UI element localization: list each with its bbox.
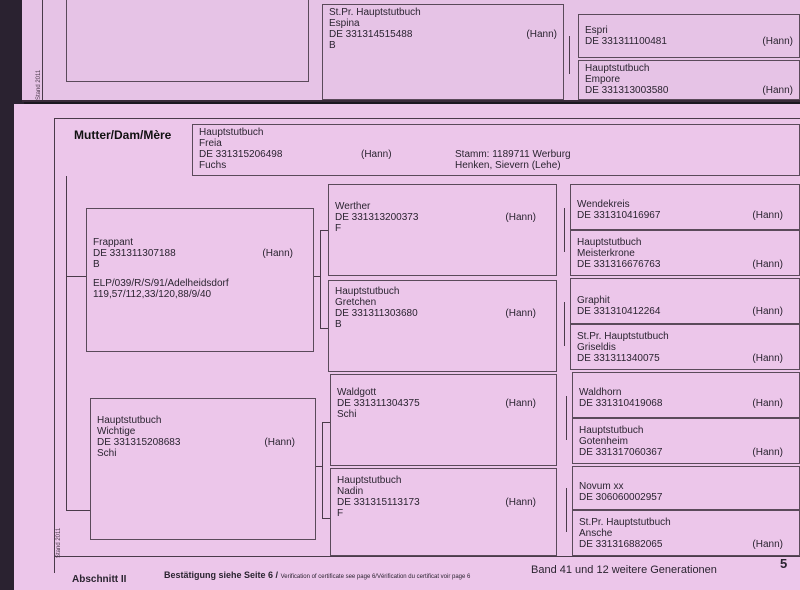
mutter-line3 xyxy=(199,149,793,160)
mutter-breed: (Hann) xyxy=(361,149,392,160)
gen3-box-6 xyxy=(572,418,800,464)
gen2-1-id: DE 331313200373 xyxy=(335,212,419,223)
gen1-dam-name: Wichtige xyxy=(97,426,136,437)
gen3-8-idline xyxy=(579,539,793,550)
gen3-3-idline xyxy=(577,306,793,317)
gen2-4-breed: (Hann) xyxy=(505,497,536,508)
upper-mid-line1: St.Pr. Hauptstutbuch xyxy=(329,7,421,18)
gen3-4-breed: (Hann) xyxy=(752,353,783,364)
gen3-8-breed: (Hann) xyxy=(752,539,783,550)
mutter-breeder: Henken, Sievern (Lehe) xyxy=(455,160,561,171)
gen3-6-id: DE 331317060367 xyxy=(579,447,663,458)
mutter-stamm: Stamm: 1189711 Werburg xyxy=(455,149,571,160)
gen2-3-color: Schi xyxy=(337,409,357,420)
gen3-box-7 xyxy=(572,466,800,510)
gen1-link-b xyxy=(66,510,90,511)
gen2-1-name: Werther xyxy=(335,201,371,212)
gen3-5-id: DE 331310419068 xyxy=(579,398,663,409)
gen3-2-id: DE 331316676763 xyxy=(577,259,661,270)
upper-connector xyxy=(569,36,570,74)
gen1-dam-color: Schi xyxy=(97,448,117,459)
gen2-box-2 xyxy=(328,280,557,372)
gen3-1-breed: (Hann) xyxy=(752,210,783,221)
gen1-sire-scores: 119,57/112,33/120,88/9/40 xyxy=(93,289,212,300)
gen2-4-line1: Hauptstutbuch xyxy=(337,475,402,486)
gen1-box-dam xyxy=(90,398,316,540)
gen2-stub-b xyxy=(316,466,322,467)
gen3-box-1 xyxy=(570,184,800,230)
upper-r1-box xyxy=(578,14,800,58)
gen3-8-id: DE 331316882065 xyxy=(579,539,663,550)
upper-r1-line2 xyxy=(585,36,793,47)
gen2-2-id: DE 331311303680 xyxy=(335,308,418,319)
gen2-4-idline xyxy=(337,497,550,508)
gen3-4-name: Griseldis xyxy=(577,342,616,353)
gen2-1-idline xyxy=(335,212,550,223)
mutter-line2: Freia xyxy=(199,138,222,149)
gen3-6-breed: (Hann) xyxy=(752,447,783,458)
mutter-line1: Hauptstutbuch xyxy=(199,127,264,138)
gen2-link-b2 xyxy=(322,518,330,519)
gen3-3-id: DE 331310412264 xyxy=(577,306,661,317)
confirm-text: Bestätigung siehe Seite 6 / xyxy=(164,570,279,580)
gen2-4-color: F xyxy=(337,508,344,519)
gen2-connector-a xyxy=(320,230,321,328)
page-number: 5 xyxy=(780,556,788,571)
gen3-6-idline xyxy=(579,447,793,458)
gen2-3-name: Waldgott xyxy=(337,387,377,398)
margin-rule xyxy=(54,118,55,573)
upper-left-box xyxy=(66,0,309,82)
gen2-box-4 xyxy=(330,468,557,556)
gen3-1-id: DE 331310416967 xyxy=(577,210,661,221)
gen2-4-name: Nadin xyxy=(337,486,364,497)
gen3-1-idline xyxy=(577,210,793,221)
gen2-1-breed: (Hann) xyxy=(505,212,536,223)
gen2-3-id: DE 331311304375 xyxy=(337,398,420,409)
mutter-label: Mutter/Dam/Mère xyxy=(74,128,172,142)
verify-text: Verification of certificate see page 6/Vérification du certificat voir page 6 xyxy=(280,574,471,580)
gen3-4-id: DE 331311340075 xyxy=(577,353,660,364)
gen3-5-name: Waldhorn xyxy=(579,387,622,398)
upper-r2-line3 xyxy=(585,85,793,96)
gen3-connector-3 xyxy=(566,396,567,440)
gen2-2-idline xyxy=(335,308,550,319)
mutter-box xyxy=(192,124,800,176)
gen2-2-line1: Hauptstutbuch xyxy=(335,286,400,297)
gen1-box-sire xyxy=(86,208,314,352)
gen3-box-8 xyxy=(572,510,800,556)
gen2-connector-b xyxy=(322,422,323,518)
gen3-connector-2 xyxy=(564,302,565,346)
band-label: Band 41 und 12 weitere Generationen xyxy=(531,564,717,576)
gen3-8-name: Ansche xyxy=(579,528,613,539)
margin-line xyxy=(42,0,43,100)
upper-r1-line1: Espri xyxy=(585,25,608,36)
gen3-connector-1 xyxy=(564,208,565,252)
gen1-sire-perf: ELP/039/R/S/91/Adelheidsdorf xyxy=(93,278,229,289)
gen3-3-name: Graphit xyxy=(577,295,610,306)
upper-mid-box xyxy=(322,4,564,100)
gen3-box-4 xyxy=(570,324,800,370)
gen2-link-b1 xyxy=(322,422,330,423)
upper-r2-box xyxy=(578,60,800,100)
gen1-dam-id: DE 331315208683 xyxy=(97,437,181,448)
upper-mid-line2: Espina xyxy=(329,18,360,29)
upper-r2-line1: Hauptstutbuch xyxy=(585,63,650,74)
gen3-7-name: Novum xx xyxy=(579,481,624,492)
gen1-sire-color: B xyxy=(93,259,100,270)
gen3-6-line1: Hauptstutbuch xyxy=(579,425,644,436)
top-rule xyxy=(54,118,800,119)
gen1-sire-id: DE 331311307188 xyxy=(93,248,176,259)
gen1-sire-idline xyxy=(93,248,307,259)
gen3-2-name: Meisterkrone xyxy=(577,248,635,259)
gen2-link-a1 xyxy=(320,230,328,231)
gen3-2-line1: Hauptstutbuch xyxy=(577,237,642,248)
gen3-6-name: Gotenheim xyxy=(579,436,628,447)
gen2-2-color: B xyxy=(335,319,342,330)
gen3-box-2 xyxy=(570,230,800,276)
upper-r2-breed: (Hann) xyxy=(762,85,793,96)
gen2-box-1 xyxy=(328,184,557,276)
gen1-connector xyxy=(66,176,67,510)
gen1-dam-idline xyxy=(97,437,309,448)
gen3-8-line1: St.Pr. Hauptstutbuch xyxy=(579,517,671,528)
gen3-3-breed: (Hann) xyxy=(752,306,783,317)
gen1-dam-breed: (Hann) xyxy=(264,437,295,448)
upper-r2-line2: Empore xyxy=(585,74,621,85)
upper-mid-breed: (Hann) xyxy=(526,29,557,40)
gen3-2-idline xyxy=(577,259,793,270)
confirm-label xyxy=(164,570,470,580)
gen2-2-breed: (Hann) xyxy=(505,308,536,319)
lower-page xyxy=(14,104,800,590)
gen3-2-breed: (Hann) xyxy=(752,259,783,270)
gen3-box-5 xyxy=(572,372,800,418)
gen3-box-3 xyxy=(570,278,800,324)
gen1-dam-line1: Hauptstutbuch xyxy=(97,415,162,426)
gen3-connector-4 xyxy=(566,488,567,532)
mutter-id: DE 331315206498 xyxy=(199,149,283,160)
gen3-4-idline xyxy=(577,353,793,364)
stand-label-upper: Stand 2011 xyxy=(36,69,42,100)
upper-page xyxy=(22,0,800,102)
upper-r1-id: DE 331311100481 xyxy=(585,36,667,47)
mutter-color: Fuchs xyxy=(199,160,227,171)
upper-mid-line4: B xyxy=(329,40,336,51)
upper-r2-id: DE 331313003580 xyxy=(585,85,669,96)
gen2-1-color: F xyxy=(335,223,342,234)
upper-mid-line3 xyxy=(329,29,557,40)
gen2-4-id: DE 331315113173 xyxy=(337,497,420,508)
mutter-line4 xyxy=(199,160,793,171)
gen3-4-line1: St.Pr. Hauptstutbuch xyxy=(577,331,669,342)
bottom-rule xyxy=(54,556,800,557)
gen2-stub-a xyxy=(314,276,320,277)
section-label: Abschnitt II xyxy=(72,574,127,585)
gen1-sire-name: Frappant xyxy=(93,237,134,248)
upper-mid-id: DE 331314515488 xyxy=(329,29,413,40)
gen3-1-name: Wendekreis xyxy=(577,199,630,210)
stand-label-lower: Stand 2011 xyxy=(56,527,62,558)
gen2-3-idline xyxy=(337,398,550,409)
gen1-link-a xyxy=(66,276,86,277)
gen3-5-breed: (Hann) xyxy=(752,398,783,409)
gen2-box-3 xyxy=(330,374,557,466)
gen2-3-breed: (Hann) xyxy=(505,398,536,409)
gen3-7-id: DE 306060002957 xyxy=(579,492,663,503)
gen1-sire-breed: (Hann) xyxy=(262,248,293,259)
upper-r1-breed: (Hann) xyxy=(762,36,793,47)
gen2-link-a2 xyxy=(320,328,328,329)
gen3-5-idline xyxy=(579,398,793,409)
gen2-2-name: Gretchen xyxy=(335,297,377,308)
